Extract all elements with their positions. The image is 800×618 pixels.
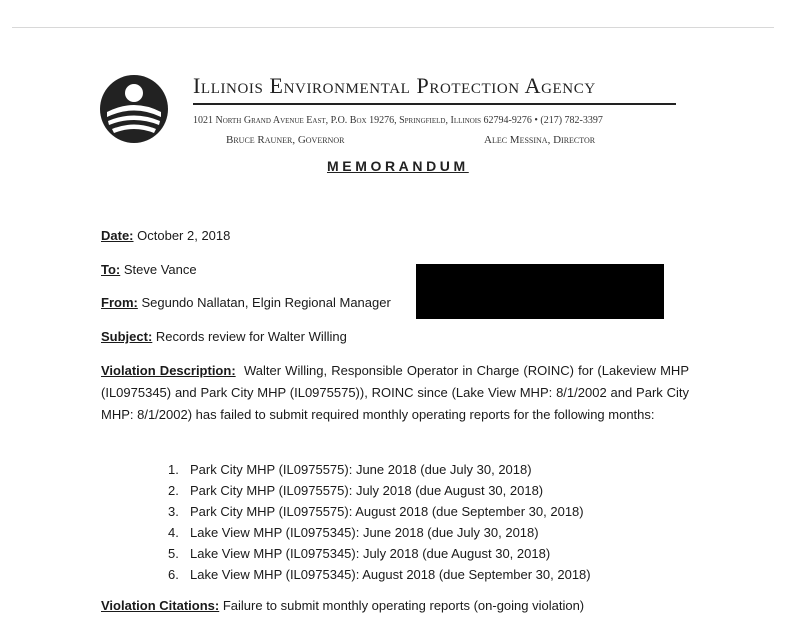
subject-field <box>101 329 347 344</box>
list-item <box>168 522 591 543</box>
list-item <box>168 480 591 501</box>
list-item-number: 4. <box>168 525 179 540</box>
agency-name: Illinois Environmental Protection Agency <box>193 73 596 98</box>
list-item-text: Lake View MHP (IL0975345): July 2018 (due August 30, 2018) <box>190 546 551 561</box>
violation-text: Walter Willing, Responsible Operator in Charge (ROINC) for (Lakeview MHP (IL0975345) and Park City MHP (IL0975575)), ROINC since (Lake View MHP: 8/1/2002 and Park City MHP: 8/1/2002) has failed to submit required monthly operating reports for the following months: <box>101 363 689 422</box>
list-item <box>168 543 591 564</box>
governor-name: Bruce Rauner, Governor <box>226 134 345 146</box>
memo-title: MEMORANDUM <box>327 158 469 174</box>
list-item-text: Park City MHP (IL0975575): August 2018 (due September 30, 2018) <box>190 504 584 519</box>
director-name: Alec Messina, Director <box>484 134 596 146</box>
page-top-rule <box>12 27 774 28</box>
missing-reports-list <box>168 459 591 585</box>
list-item-text: Park City MHP (IL0975575): July 2018 (due August 30, 2018) <box>190 483 544 498</box>
list-item <box>168 501 591 522</box>
citations-field <box>101 598 584 613</box>
illinois-epa-seal-icon <box>99 74 169 144</box>
letterhead-rule <box>193 103 676 105</box>
date-value: October 2, 2018 <box>137 228 231 243</box>
list-item <box>168 564 591 585</box>
subject-value: Records review for Walter Willing <box>155 329 347 344</box>
redaction-box <box>416 264 664 319</box>
violation-label: Violation Description: <box>101 363 236 378</box>
to-label: To: <box>101 262 121 277</box>
from-label: From: <box>101 295 138 310</box>
list-item-text: Park City MHP (IL0975575): June 2018 (due July 30, 2018) <box>190 462 532 477</box>
list-item-text: Lake View MHP (IL0975345): August 2018 (due September 30, 2018) <box>190 567 591 582</box>
to-field <box>101 262 197 277</box>
agency-address: 1021 North Grand Avenue East, P.O. Box 19276, Springfield, Illinois 62794-9276 • (217) 782-3397 <box>193 115 603 126</box>
list-item-number: 1. <box>168 462 179 477</box>
citations-value: Failure to submit monthly operating reports (on-going violation) <box>222 598 585 613</box>
date-label: Date: <box>101 228 134 243</box>
list-item <box>168 459 591 480</box>
to-value: Steve Vance <box>123 262 197 277</box>
from-value: Segundo Nallatan, Elgin Regional Manager <box>141 295 391 310</box>
list-item-number: 3. <box>168 504 179 519</box>
from-field <box>101 295 391 310</box>
list-item-text: Lake View MHP (IL0975345): June 2018 (due July 30, 2018) <box>190 525 539 540</box>
list-item-number: 5. <box>168 546 179 561</box>
list-item-number: 6. <box>168 567 179 582</box>
list-item-number: 2. <box>168 483 179 498</box>
violation-description <box>101 360 689 426</box>
date-field <box>101 228 230 243</box>
citations-label: Violation Citations: <box>101 598 220 613</box>
subject-label: Subject: <box>101 329 153 344</box>
